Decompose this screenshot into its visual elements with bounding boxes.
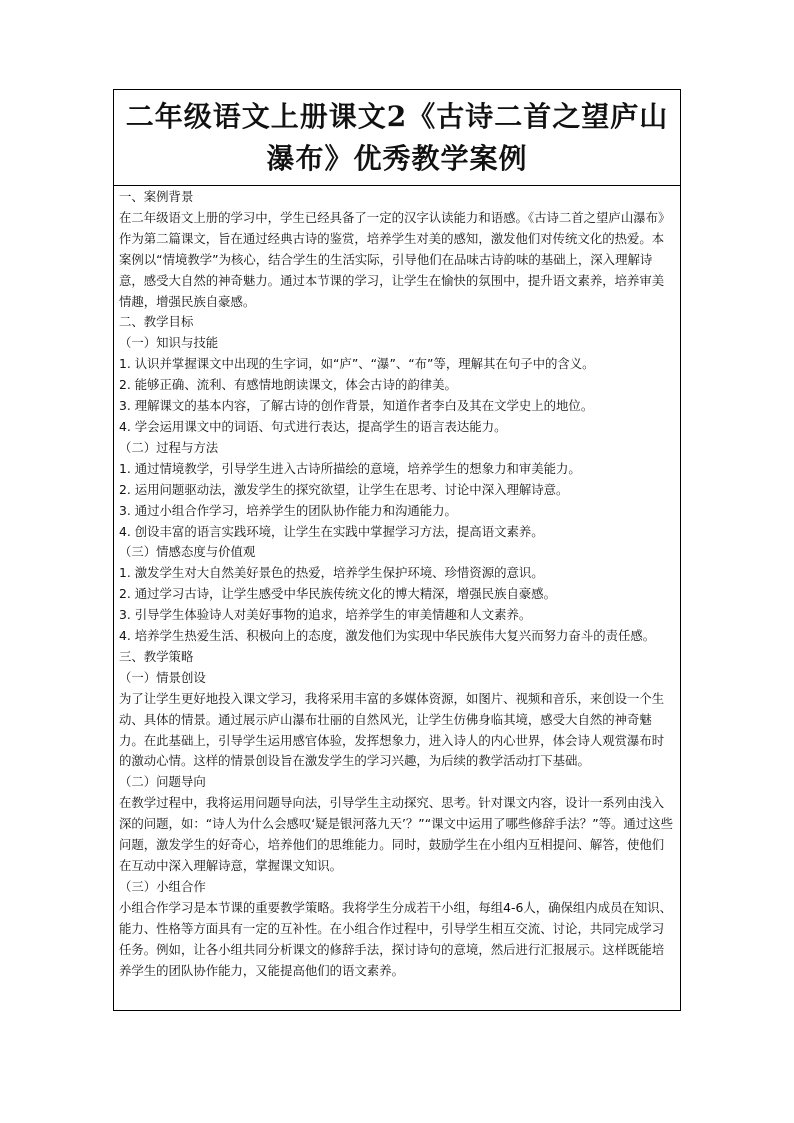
subheading-emotion-values: （三）情感态度与价值观 [119,544,256,560]
list-item: 4. 创设丰富的语言实践环境，让学生在实践中掌握学习方法，提高语文素养。 [119,523,544,539]
paragraph-background: 在二年级语文上册的学习中，学生已经具备了一定的汉字认读能力和语感。《古诗二首之望庐山瀑布》作为第二篇课文，旨在通过经典古诗的鉴赏，培养学生对美的感知，激发他们对传统文化的热爱。本案例以“情境教学”为核心，结合学生的生活实际，引导他们在品味古诗韵味的基础上，深入理解诗意，感受大自然的神奇魅力。通过本节课的学习，让学生在愉快的氛围中，提升语文素养，培养审美情趣，增强民族自豪感。 [119,209,671,309]
subheading-problem-oriented: （二）问题导向 [119,774,206,790]
list-item: 2. 运用问题驱动法，激发学生的探究欲望，让学生在思考、讨论中深入理解诗意。 [119,481,569,497]
list-item: 4. 学会运用课文中的词语、句式进行表达，提高学生的语言表达能力。 [119,418,507,434]
document-body [114,186,680,981]
subheading-scenario: （一）情景创设 [119,669,206,685]
list-item: 2. 能够正确、流利、有感情地朗读课文，体会古诗的韵律美。 [119,377,457,393]
list-item: 1. 激发学生对大自然美好景色的热爱，培养学生保护环境、珍惜资源的意识。 [119,565,544,581]
list-item: 1. 认识并掌握课文中出现的生字词，如“庐”、“瀑”、“布”等，理解其在句子中的含义。 [119,356,595,372]
section-heading-strategies: 三、教学策略 [119,648,194,664]
subheading-group-cooperation: （三）小组合作 [119,878,206,894]
paragraph-problem-oriented: 在教学过程中，我将运用问题导向法，引导学生主动探究、思考。针对课文内容，设计一系列由浅入深的问题，如：“诗人为什么会感叹‘疑是银河落九天’？”“课文中运用了哪些修辞手法？”等。通过这些问题，激发学生的好奇心，培养他们的思维能力。同时，鼓励学生在小组内互相提问、解答，使他们在互动中深入理解诗意，掌握课文知识。 [119,795,673,873]
subheading-knowledge-skills: （一）知识与技能 [119,335,219,351]
document-page [113,89,681,1011]
document-title: 二年级语文上册课文2《古诗二首之望庐山瀑布》优秀教学案例 [114,90,680,186]
list-item: 3. 通过小组合作学习，培养学生的团队协作能力和沟通能力。 [119,502,457,518]
section-heading-background: 一、案例背景 [119,189,194,204]
paragraph-scenario: 为了让学生更好地投入课文学习，我将采用丰富的多媒体资源，如图片、视频和音乐，来创设一个生动、具体的情景。通过展示庐山瀑布壮丽的自然风光，让学生仿佛身临其境，感受大自然的神奇魅力。在此基础上，引导学生运用感官体验，发挥想象力，进入诗人的内心世界，体会诗人观赏瀑布时的激动心情。这样的情景创设旨在激发学生的学习兴趣，为后续的教学活动打下基础。 [119,690,665,769]
list-item: 4. 培养学生热爱生活、积极向上的态度，激发他们为实现中华民族伟大复兴而努力奋斗的责任感。 [119,628,656,644]
subheading-process-methods: （二）过程与方法 [119,439,219,455]
list-item: 3. 理解课文的基本内容，了解古诗的创作背景，知道作者李白及其在文学史上的地位。 [119,398,594,414]
list-item: 2. 通过学习古诗，让学生感受中华民族传统文化的博大精深，增强民族自豪感。 [119,586,557,602]
list-item: 1. 通过情境教学，引导学生进入古诗所描绘的意境，培养学生的想象力和审美能力。 [119,460,581,476]
list-item: 3. 引导学生体验诗人对美好事物的追求，培养学生的审美情趣和人文素养。 [119,607,532,623]
paragraph-group-cooperation: 小组合作学习是本节课的重要教学策略。我将学生分成若干小组，每组4-6人，确保组内成员在知识、能力、性格等方面具有一定的互补性。在小组合作过程中，引导学生相互交流、讨论，共同完成学习任务。例如，让各小组共同分析课文的修辞手法，探讨诗句的意境，然后进行汇报展示。这样既能培养学生的团队协作能力，又能提高他们的语文素养。 [119,899,673,978]
section-heading-objectives: 二、教学目标 [119,314,194,330]
